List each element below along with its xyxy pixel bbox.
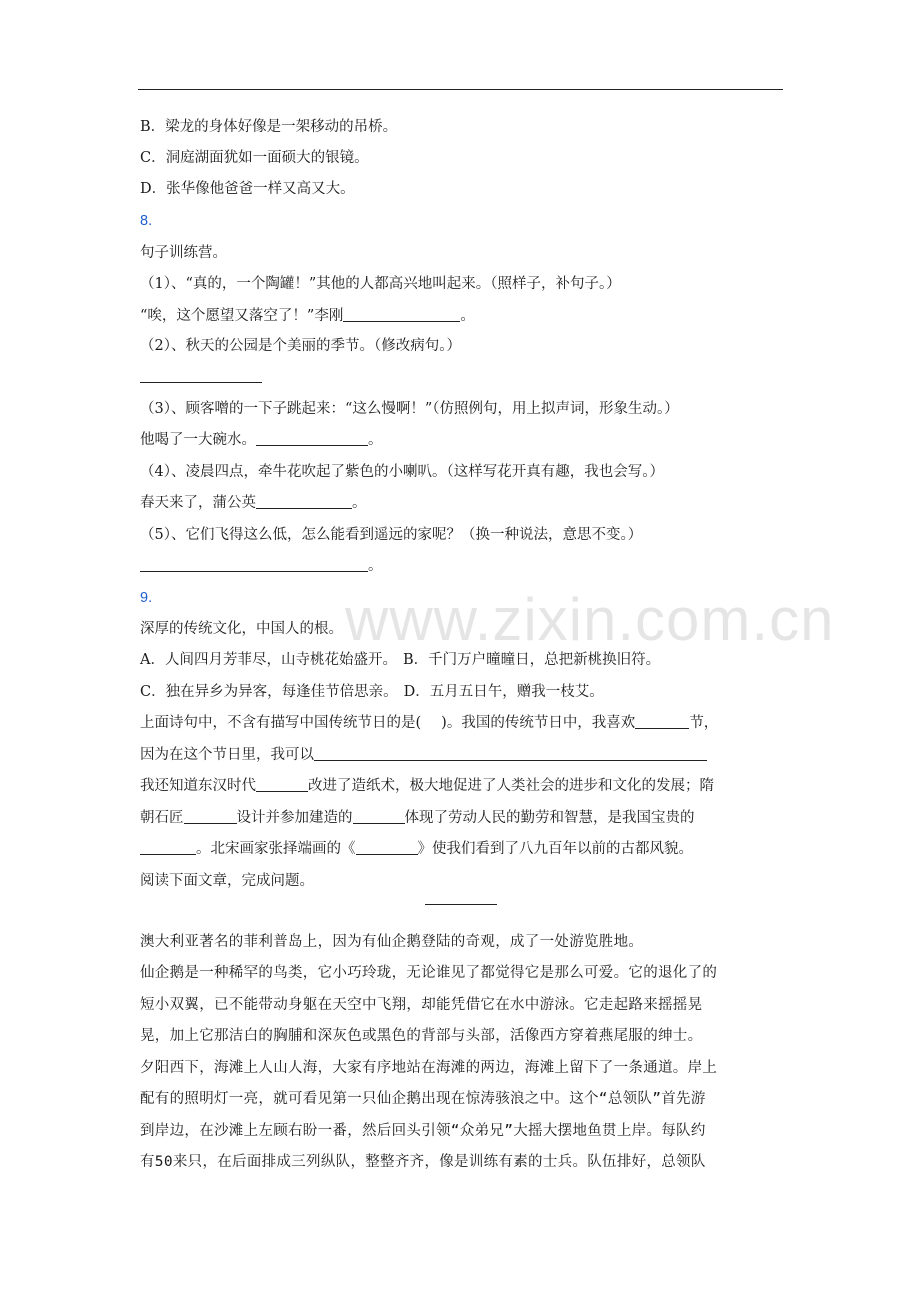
period: 。	[352, 495, 367, 511]
watermark: www.zixin.com.cn	[345, 586, 835, 653]
q8-sentence-1: （1）、“真的，一个陶罐！”其他的人都高兴地叫起来。（照样子，补句子。）	[140, 276, 621, 292]
header-rule	[138, 89, 783, 90]
q8-answer-1	[140, 305, 784, 327]
q8-answer-2	[140, 366, 784, 388]
article-line: 到岸边，在沙滩上左顾右盼一番，然后回头引领“众弟兄”大摇大摆地鱼贯上岸。每队约	[140, 1123, 706, 1139]
answer-blank[interactable]	[353, 808, 405, 824]
q8-answer-3	[140, 429, 784, 451]
answer-blank[interactable]	[256, 430, 368, 446]
option-b-prev: B．梁龙的身体好像是一架移动的吊桥。	[140, 119, 398, 135]
answer-blank[interactable]	[140, 367, 262, 383]
article-line: 有50来只，在后面排成三列纵队，整整齐齐，像是训练有素的士兵。队伍排好，总领队	[140, 1154, 706, 1170]
article-line: 晃，加上它那洁白的胸脯和深灰色或黑色的背部与头部，活像西方穿着燕尾服的绅士。	[140, 1028, 703, 1044]
option-c-prev: C．洞庭湖面犹如一面硕大的银镜。	[140, 150, 369, 166]
q9-line-3	[140, 775, 784, 797]
q9-line-2	[140, 744, 784, 766]
q8-answer-4	[140, 492, 784, 514]
q9-line-2-text: 因为在这个节日里，我可以	[140, 747, 314, 763]
reading-intro: 阅读下面文章，完成问题。	[140, 873, 314, 889]
answer-blank[interactable]	[140, 839, 196, 855]
period: 。	[460, 308, 475, 324]
article-line: 仙企鹅是一种稀罕的鸟类，它小巧玲珑，无论谁见了都觉得它是那么可爱。它的退化了的	[140, 965, 718, 981]
q9-line-1-text-a: 上面诗句中，不含有描写中国传统节日的是(	[140, 715, 422, 731]
period: 。	[368, 558, 383, 574]
answer-blank[interactable]	[314, 745, 707, 761]
q9-option-b: B．千门万户曈曈日，总把新桃换旧符。	[402, 652, 661, 668]
q9-line-1-text-b: )。我国的传统节日中，我喜欢	[441, 715, 636, 731]
answer-blank[interactable]	[356, 839, 418, 855]
question-number-9: 9.	[140, 590, 153, 606]
answer-blank[interactable]	[184, 808, 237, 824]
q9-options-ab	[140, 649, 784, 671]
q9-title: 深厚的传统文化，中国人的根。	[140, 621, 343, 637]
q8-sentence-2: （2）、秋天的公园是个美丽的季节。（修改病句。）	[140, 338, 461, 354]
q9-line-5-text-c: 》使我们看到了八九百年以前的古都风貌。	[417, 841, 693, 857]
q8-sentence-4: （4）、凌晨四点，牵牛花吹起了紫色的小喇叭。（这样写花开真有趣，我也会写。）	[140, 464, 664, 480]
article-line: 夕阳西下，海滩上人山人海，大家有序地站在海滩的两边，海滩上留下了一条通道。岸上	[140, 1060, 718, 1076]
q9-line-4-text-b: 设计并参加建造的	[236, 810, 353, 826]
question-number-8: 8.	[140, 213, 153, 229]
q9-line-4	[140, 807, 784, 829]
answer-blank[interactable]	[140, 556, 368, 572]
option-d-prev: D．张华像他爸爸一样又高又大。	[140, 181, 355, 197]
q9-line-4-text-a: 朝石匠	[140, 810, 184, 826]
article-line: 配有的照明灯一亮，就可看见第一只仙企鹅出现在惊涛骇浪之中。这个“总领队”首先游	[140, 1091, 706, 1107]
q9-option-c: C．独在异乡为异客，每逢佳节倍思亲。	[140, 684, 398, 700]
q8-answer-4-prefix: 春天来了，蒲公英	[140, 495, 256, 511]
q9-option-a: A．人间四月芳菲尽，山寺桃花始盛开。	[140, 652, 397, 668]
q8-answer-1-prefix: “唉，这个愿望又落空了！”李刚	[140, 308, 344, 324]
q9-line-3-text-b: 改进了造纸术，极大地促进了人类社会的进步和文化的发展；隋	[308, 778, 714, 794]
period: 。	[368, 432, 383, 448]
q9-option-d: D．五月五日午，赠我一枝艾。	[403, 684, 604, 700]
article-title-blank[interactable]	[425, 904, 497, 905]
q8-sentence-3: （3）、顾客噌的一下子跳起来：“这么慢啊！”（仿照例句，用上拟声词，形象生动。）	[140, 401, 679, 417]
answer-blank[interactable]	[256, 776, 308, 792]
q9-line-4-text-c: 体现了劳动人民的勤劳和智慧，是我国宝贵的	[404, 810, 695, 826]
q9-line-1-text-c: 节，	[689, 715, 719, 731]
q9-options-cd	[140, 681, 784, 703]
answer-blank[interactable]	[343, 306, 460, 322]
article-line: 澳大利亚著名的菲利普岛上，因为有仙企鹅登陆的奇观，成了一处游览胜地。	[140, 934, 644, 950]
q8-sentence-5: （5）、它们飞得这么低，怎么能看到遥远的家呢？（换一种说法，意思不变。）	[140, 527, 643, 543]
article-line: 短小双翼，已不能带动身躯在天空中飞翔，却能凭借它在水中游泳。它走起路来摇摇晃	[140, 997, 703, 1013]
q9-line-1	[140, 712, 784, 734]
answer-blank[interactable]	[635, 713, 689, 729]
q8-answer-3-prefix: 他喝了一大碗水。	[140, 432, 256, 448]
q9-line-5-text-b: 。北宋画家张择端画的《	[196, 841, 356, 857]
q9-line-3-text-a: 我还知道东汉时代	[140, 778, 256, 794]
answer-blank[interactable]	[256, 493, 352, 509]
q8-title: 句子训练营。	[140, 245, 227, 261]
q9-line-5	[140, 838, 784, 860]
q8-answer-5	[140, 555, 784, 577]
